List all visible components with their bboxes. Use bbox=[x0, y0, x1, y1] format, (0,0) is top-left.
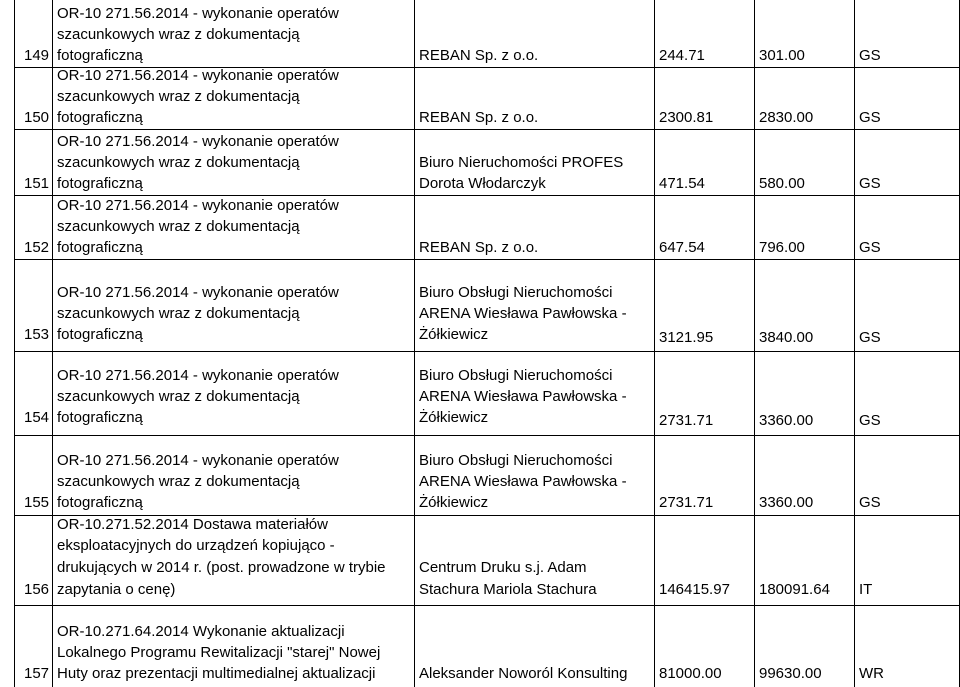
gross-amount: 180091.64 bbox=[759, 581, 830, 598]
description-line: OR-10 271.56.2014 - wykonanie operatów bbox=[57, 452, 339, 469]
net-amount: 2731.71 bbox=[659, 494, 714, 511]
description-line: OR-10 271.56.2014 - wykonanie operatów bbox=[57, 67, 339, 84]
contractor-line: ARENA Wiesława Pawłowska - bbox=[419, 473, 627, 490]
unit-code: GS bbox=[859, 109, 881, 126]
unit-code: GS bbox=[859, 175, 881, 192]
contractor-line: REBAN Sp. z o.o. bbox=[419, 239, 539, 256]
description-line: fotograficzną bbox=[57, 175, 143, 192]
contractor-line: Żółkiewicz bbox=[419, 494, 489, 511]
row-number: 150 bbox=[24, 109, 50, 126]
net-amount: 81000.00 bbox=[659, 665, 722, 682]
gross-amount: 2830.00 bbox=[759, 109, 814, 126]
contractor-line: ARENA Wiesława Pawłowska - bbox=[419, 388, 627, 405]
contractor-line: Żółkiewicz bbox=[419, 409, 489, 426]
contractor-line: Dorota Włodarczyk bbox=[419, 175, 546, 192]
column-border bbox=[654, 0, 655, 687]
gross-amount: 99630.00 bbox=[759, 665, 822, 682]
description-line: szacunkowych wraz z dokumentacją bbox=[57, 154, 300, 171]
unit-code: GS bbox=[859, 494, 881, 511]
description-line: drukujących w 2014 r. (post. prowadzone w trybie bbox=[57, 559, 386, 576]
row-number: 151 bbox=[24, 175, 50, 192]
column-border bbox=[754, 0, 755, 687]
gross-amount: 3840.00 bbox=[759, 329, 814, 346]
description-line: eksploatacyjnych do urządzeń kopiująco - bbox=[57, 537, 335, 554]
row-number: 152 bbox=[24, 239, 50, 256]
gross-amount: 3360.00 bbox=[759, 412, 814, 429]
column-border bbox=[14, 0, 15, 687]
contractor-line: REBAN Sp. z o.o. bbox=[419, 47, 539, 64]
unit-code: GS bbox=[859, 329, 881, 346]
description-line: OR-10 271.56.2014 - wykonanie operatów bbox=[57, 367, 339, 384]
unit-code: WR bbox=[859, 665, 884, 682]
column-border bbox=[854, 0, 855, 687]
description-line: szacunkowych wraz z dokumentacją bbox=[57, 26, 300, 43]
description-line: OR-10 271.56.2014 - wykonanie operatów bbox=[57, 197, 339, 214]
row-border bbox=[14, 129, 960, 130]
description-line: OR-10 271.56.2014 - wykonanie operatów bbox=[57, 5, 339, 22]
net-amount: 471.54 bbox=[659, 175, 705, 192]
description-line: szacunkowych wraz z dokumentacją bbox=[57, 388, 300, 405]
unit-code: GS bbox=[859, 239, 881, 256]
description-line: Huty oraz prezentacji multimedialnej aktualizacji bbox=[57, 665, 376, 682]
net-amount: 146415.97 bbox=[659, 581, 730, 598]
contractor-line: Biuro Obsługi Nieruchomości bbox=[419, 452, 613, 469]
contractor-line: Biuro Obsługi Nieruchomości bbox=[419, 284, 613, 301]
row-number: 153 bbox=[24, 326, 50, 343]
row-number: 149 bbox=[24, 47, 50, 64]
column-border bbox=[52, 0, 53, 687]
contractor-line: ARENA Wiesława Pawłowska - bbox=[419, 305, 627, 322]
net-amount: 3121.95 bbox=[659, 329, 714, 346]
contractor-line: Biuro Obsługi Nieruchomości bbox=[419, 367, 613, 384]
column-border bbox=[414, 0, 415, 687]
contractor-line: Aleksander Noworól Konsulting bbox=[419, 665, 628, 682]
net-amount: 244.71 bbox=[659, 47, 705, 64]
row-number: 154 bbox=[24, 409, 50, 426]
description-line: OR-10.271.52.2014 Dostawa materiałów bbox=[57, 516, 328, 533]
gross-amount: 796.00 bbox=[759, 239, 805, 256]
net-amount: 2731.71 bbox=[659, 412, 714, 429]
unit-code: GS bbox=[859, 47, 881, 64]
gross-amount: 580.00 bbox=[759, 175, 805, 192]
row-border bbox=[14, 435, 960, 436]
description-line: szacunkowych wraz z dokumentacją bbox=[57, 473, 300, 490]
gross-amount: 3360.00 bbox=[759, 494, 814, 511]
contractor-line: Biuro Nieruchomości PROFES bbox=[419, 154, 624, 171]
row-border bbox=[14, 605, 960, 606]
description-line: szacunkowych wraz z dokumentacją bbox=[57, 218, 300, 235]
contractor-line: Żółkiewicz bbox=[419, 326, 489, 343]
description-line: OR-10.271.64.2014 Wykonanie aktualizacji bbox=[57, 623, 345, 640]
contractor-line: REBAN Sp. z o.o. bbox=[419, 109, 539, 126]
row-border bbox=[14, 259, 960, 260]
contractor-line: Stachura Mariola Stachura bbox=[419, 581, 597, 598]
description-line: fotograficzną bbox=[57, 494, 143, 511]
description-line: fotograficzną bbox=[57, 47, 143, 64]
row-number: 157 bbox=[24, 665, 50, 682]
row-border bbox=[14, 195, 960, 196]
description-line: fotograficzną bbox=[57, 326, 143, 343]
unit-code: GS bbox=[859, 412, 881, 429]
net-amount: 647.54 bbox=[659, 239, 705, 256]
row-number: 156 bbox=[24, 581, 50, 598]
net-amount: 2300.81 bbox=[659, 109, 714, 126]
description-line: zapytania o cenę) bbox=[57, 581, 176, 598]
row-border bbox=[14, 351, 960, 352]
contractor-line: Centrum Druku s.j. Adam bbox=[419, 559, 587, 576]
description-line: fotograficzną bbox=[57, 109, 143, 126]
gross-amount: 301.00 bbox=[759, 47, 805, 64]
description-line: fotograficzną bbox=[57, 239, 143, 256]
description-line: fotograficzną bbox=[57, 409, 143, 426]
row-number: 155 bbox=[24, 494, 50, 511]
description-line: szacunkowych wraz z dokumentacją bbox=[57, 305, 300, 322]
unit-code: IT bbox=[859, 581, 873, 598]
description-line: OR-10 271.56.2014 - wykonanie operatów bbox=[57, 133, 339, 150]
description-line: OR-10 271.56.2014 - wykonanie operatów bbox=[57, 284, 339, 301]
description-line: szacunkowych wraz z dokumentacją bbox=[57, 88, 300, 105]
description-line: Lokalnego Programu Rewitalizacji "starej" Nowej bbox=[57, 644, 381, 661]
